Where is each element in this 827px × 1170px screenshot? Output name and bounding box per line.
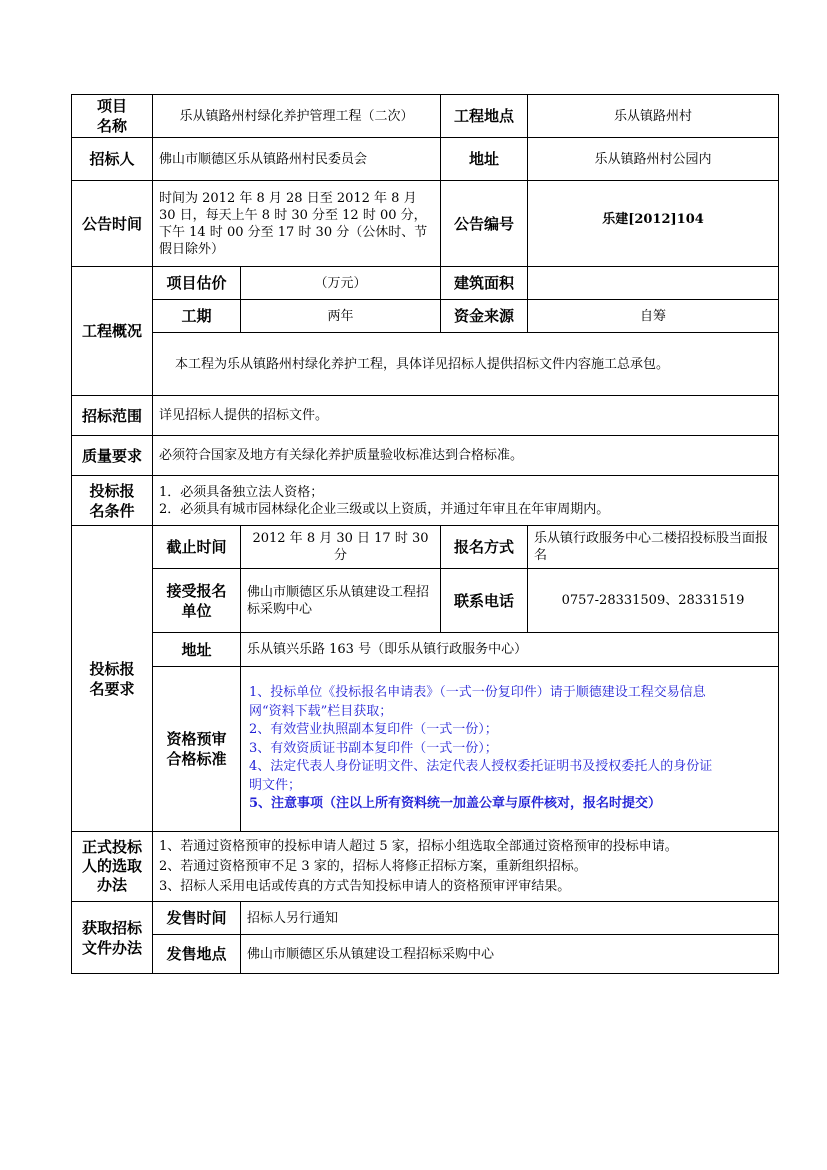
- req-address-label: 地址: [153, 633, 241, 667]
- selection-item: 3、招标人采用电话或传真的方式告知投标申请人的资格预审评审结果。: [159, 878, 571, 894]
- condition-item: 2．必须具有城市园林绿化企业三级或以上资质，并通过年审且在年审周期内。: [159, 501, 610, 517]
- est-price-value: （万元）: [241, 267, 441, 300]
- fund-value: 自筹: [528, 300, 779, 333]
- period-label: 工期: [153, 300, 241, 333]
- location-label: 工程地点: [441, 94, 528, 138]
- deadline-label: 截止时间: [153, 526, 241, 569]
- fund-label: 资金来源: [441, 300, 528, 333]
- qual-item: 1、投标单位《投标报名申请表》（一式一份复印件）请于顺德建设工程交易信息: [249, 685, 706, 701]
- method-value: 乐从镇行政服务中心二楼招投标股当面报名: [528, 526, 779, 569]
- qual-item: 网“资料下载”栏目获取；: [249, 703, 393, 719]
- phone-label: 联系电话: [441, 569, 528, 633]
- quality-value: 必须符合国家及地方有关绿化养护质量验收标准达到合格标准。: [153, 436, 779, 476]
- sale-place-label: 发售地点: [153, 935, 241, 974]
- qual-item: 3、有效资质证书副本复印件（一式一份）；: [249, 740, 498, 756]
- tender-notice-table: [71, 94, 779, 974]
- requirements-label: 投标报名要求: [71, 526, 153, 832]
- tenderer-value: 佛山市顺德区乐从镇路州村民委员会: [153, 138, 441, 181]
- qual-item-note: 5、注意事项（注以上所有资料统一加盖公章与原件核对，报名时提交）: [249, 796, 662, 812]
- qual-item: 2、有效营业执照副本复印件（一式一份）；: [249, 722, 498, 738]
- conditions-label: 投标报名条件: [71, 476, 153, 526]
- method-label: 报名方式: [441, 526, 528, 569]
- qual-item: 4、法定代表人身份证明文件、法定代表人授权委托证明书及授权委托人的身份证: [249, 759, 713, 775]
- est-price-label: 项目估价: [153, 267, 241, 300]
- area-value: [528, 267, 779, 300]
- quality-label: 质量要求: [71, 436, 153, 476]
- scope-value: 详见招标人提供的招标文件。: [153, 396, 779, 436]
- sale-time-label: 发售时间: [153, 902, 241, 935]
- tenderer-label: 招标人: [71, 138, 153, 181]
- deadline-value: 2012 年 8 月 30 日 17 时 30 分: [241, 526, 441, 569]
- selection-item: 2、若通过资格预审不足 3 家的，招标人将修正招标方案，重新组织招标。: [159, 858, 587, 874]
- notice-no-label: 公告编号: [441, 181, 528, 267]
- overview-label: 工程概况: [71, 267, 153, 396]
- qualification-label: 资格预审合格标准: [153, 667, 241, 832]
- scope-label: 招标范围: [71, 396, 153, 436]
- phone-value: 0757-28331509、28331519: [528, 569, 779, 633]
- sale-time-value: 招标人另行通知: [241, 902, 779, 935]
- address-label: 地址: [441, 138, 528, 181]
- notice-time-value: 时间为 2012 年 8 月 28 日至 2012 年 8 月 30 日，每天上午 8 时 30 分至 12 时 00 分，下午 14 时 00 分至 17 时 30 分（公休时、节假日除外）: [153, 181, 441, 267]
- selection-item: 1、若通过资格预审的投标申请人超过 5 家，招标小组选取全部通过资格预审的投标申请。: [159, 838, 678, 854]
- qual-item: 明文件；: [249, 777, 302, 793]
- receiver-value: 佛山市顺德区乐从镇建设工程招标采购中心: [241, 569, 441, 633]
- project-name-value: 乐从镇路州村绿化养护管理工程（二次）: [153, 94, 441, 138]
- project-name-label: 项目名称: [71, 94, 153, 138]
- notice-no-value: 乐建[2012]104: [528, 181, 779, 267]
- location-value: 乐从镇路州村: [528, 94, 779, 138]
- receiver-label: 接受报名单位: [153, 569, 241, 633]
- obtain-label: 获取招标文件办法: [71, 902, 153, 974]
- selection-list: [153, 832, 779, 902]
- address-value: 乐从镇路州村公园内: [528, 138, 779, 181]
- overview-description: 本工程为乐从镇路州村绿化养护工程，具体详见招标人提供招标文件内容施工总承包。: [153, 333, 779, 396]
- req-address-value: 乐从镇兴乐路 163 号（即乐从镇行政服务中心）: [241, 633, 779, 667]
- area-label: 建筑面积: [441, 267, 528, 300]
- selection-label: 正式投标人的选取办法: [71, 832, 153, 902]
- period-value: 两年: [241, 300, 441, 333]
- notice-time-label: 公告时间: [71, 181, 153, 267]
- sale-place-value: 佛山市顺德区乐从镇建设工程招标采购中心: [241, 935, 779, 974]
- conditions-list: [153, 476, 779, 526]
- condition-item: 1．必须具备独立法人资格；: [159, 484, 324, 500]
- qualification-list: [241, 667, 779, 832]
